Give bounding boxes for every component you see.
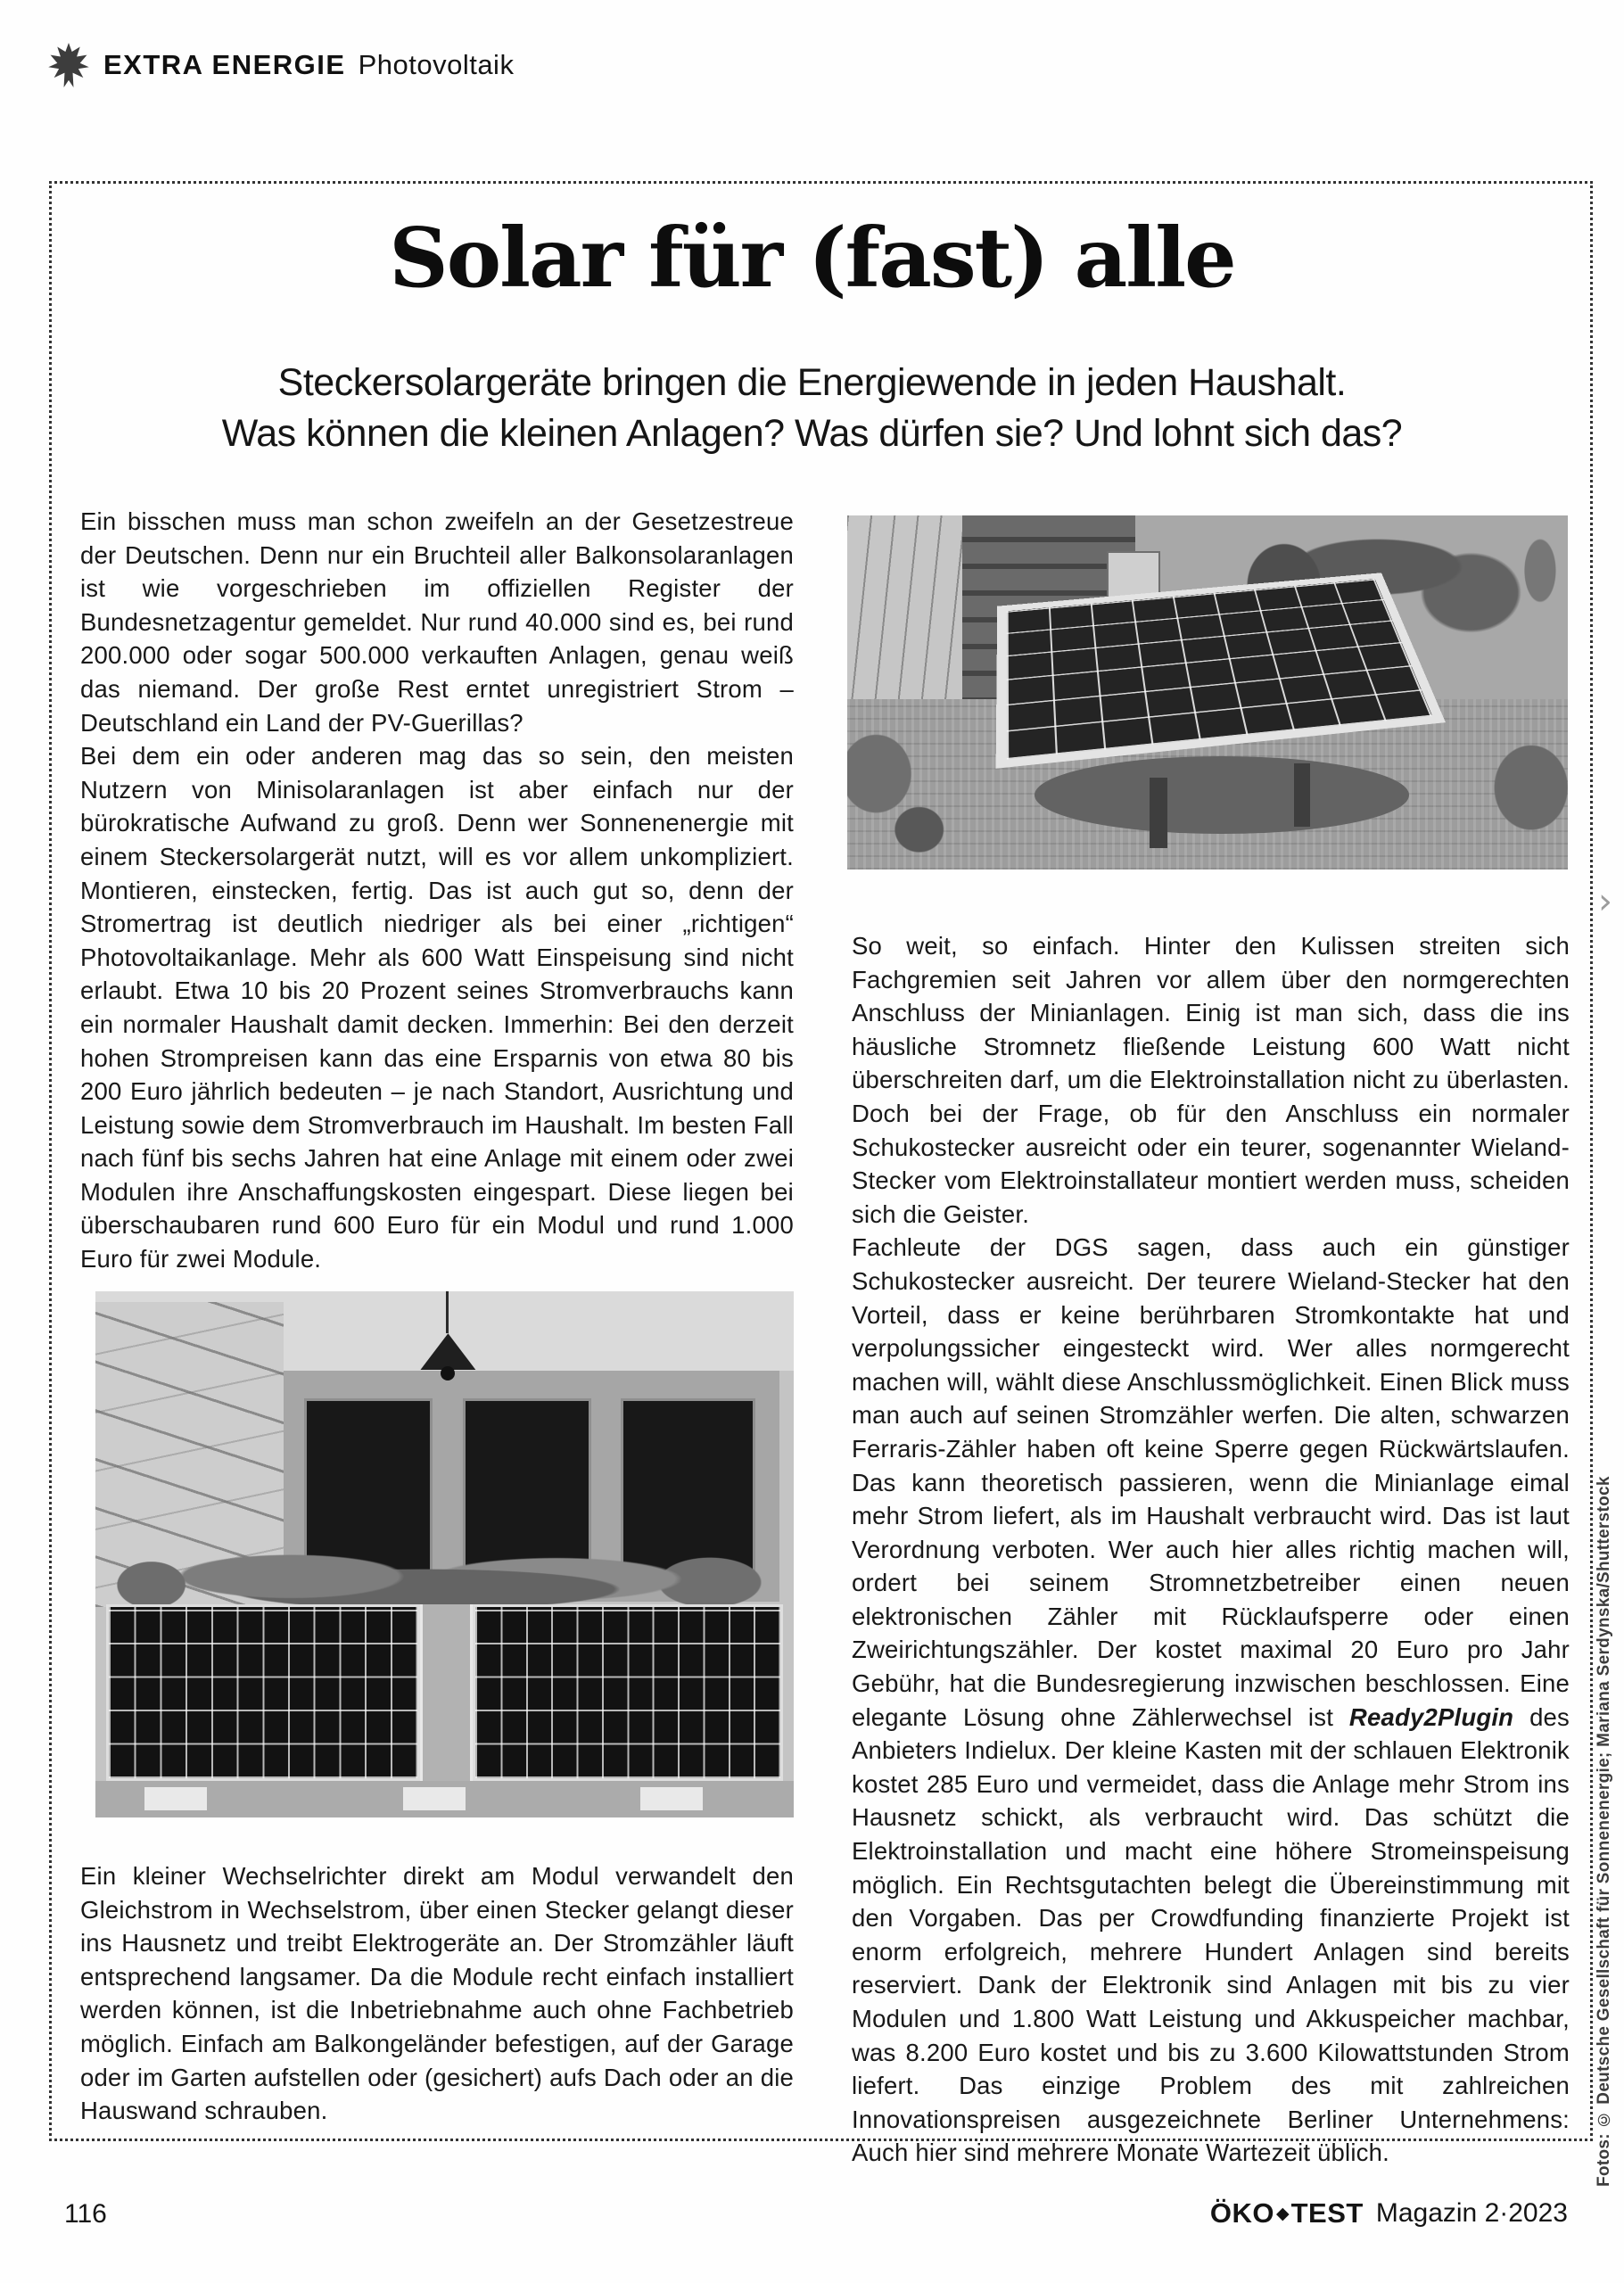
photo-bush-left [847,710,962,870]
photo-wall-vent [640,1787,703,1810]
photo-railing-gap [420,1604,473,1781]
photo-lamp-cord [446,1291,449,1333]
magazine-issue: Magazin 2·2023 [1375,2198,1568,2228]
photo-caption [80,1859,794,2128]
photo-wall-vent [403,1787,466,1810]
right-paragraph-2-text-after: des Anbieters Indielux. Der kleine Kasten mit der schlauen Elektronik kostet 285 Euro und vermeidet, dass die Anlage mehr Strom ins Hausnetz schickt, als verbraucht wird. Das schützt die Elektroinstallation und macht eine höhere Stromeinspeisung möglich. Ein Rechtsgutachten belegt die Übereinstimmung mit den Vorgaben. Das per Crowdfunding finanzierte Projekt ist enorm erfolgreich, mehrere Hundert Anlagen sind bereits reserviert. Dank der Elektronik sind Anlagen mit bis zu vier Modulen und 1.800 Watt Leistung und Akkuspeicher machbar, was 8.200 Euro kostet und bis zu 3.600 Kilowattstunden Strom liefert. Das einzige Problem des mit zahlreichen Innovationspreisen ausgezeichnete Berliner Unternehmens: Auch hier sind mehrere Monate Wartezeit üblich. [852,1702,1570,2167]
magazine-logo-test: TEST [1290,2197,1364,2229]
right-paragraph-2 [852,1231,1570,2170]
photo-wall-vent [144,1787,207,1810]
balcony-solar-panels-photo [95,1291,794,1817]
magazine-logo-diamond-icon: ◆ [1275,2204,1290,2223]
photo-panel-leg [1150,778,1166,848]
leaf-icon [48,43,89,87]
subtitle-line-2: Was können die kleinen Anlagen? Was dürfen sie? Und lohnt sich das? [221,412,1403,455]
right-paragraph-2-text: Fachleute der DGS sagen, dass auch ein günstiger Schukostecker ausreicht. Der teurere Wieland-Stecker hat den Vorteil, dass er keine berührbaren Stromkontakte hat und verpolungssicher eingesteckt wird. Wer alles normgerecht machen will, wählt diese Anschlussmöglichkeit. Einen Blick muss man auch auf seinen Stromzähler werfen. Die alten, schwarzen Ferraris-Zähler haben oft keine Sperre gegen Rückwärtslaufen. Das kann theoretisch passieren, wenn die Minianlage eimal mehr Strom liefert, als im Haushalt verbraucht wird. Das ist laut Verordnung verboten. Wer auch hier alles richtig machen will, ordert bei seinem Stromnetzbetreiber einen neuen elektronischen Zähler mit Rücklaufsperre oder einen Zweirichtungszähler. Der kostet maximal 20 Euro pro Jahr Gebühr, hat die Bundesregierung inzwischen beschlossen. Eine elegante Lösung ohne Zählerwechsel ist [852,1233,1570,1731]
header-kicker-row [48,43,514,87]
photo-wall-base [95,1781,794,1817]
photo-solar-panel-left [106,1604,420,1781]
photo-panel-leg [1294,763,1310,827]
left-paragraph-1: Ein bisschen muss man schon zweifeln an der Gesetzestreue der Deutschen. Denn nur ein Bruchteil aller Balkonsolaranlagen ist wie vorgeschrieben im offiziellen Register der Bundesnetzagentur gemeldet. Nur rund 40.000 sind es, bei rund 200.000 oder sogar 500.000 verkauften Anlagen, genau weiß das niemand. Der große Rest erntet unregistriert Strom – Deutschland ein Land der PV-Guerillas? [80,507,794,737]
right-column [852,929,1570,2170]
garden-solar-panel-photo [847,515,1568,870]
photo-lamp-bulb [441,1366,455,1381]
left-column [80,505,794,1276]
photo-solar-panel-right [473,1604,783,1781]
article-title: Solar für (fast) alle [389,210,1235,306]
product-name-ready2plugin: Ready2Plugin [1348,1702,1514,1731]
page-number: 116 [64,2199,107,2229]
section-kicker: EXTRA ENERGIE [103,49,346,80]
magazine-logo-oko: ÖKO [1209,2197,1274,2229]
left-paragraph-2: Bei dem ein oder anderen mag das so sein, den meisten Nutzern von Minisolaranlagen ist aber einfach nur der bürokratische Aufwand zu groß. Denn wer Sonnenenergie mit einem Steckersolargerät nutzt, will es vor allem unkompliziert. Montieren, einstecken, fertig. Das ist auch gut so, denn der Stromertrag ist deutlich niedriger als bei einer „richtigen“ Photovoltaikanlage. Mehr als 600 Watt Einspeisung sind nicht erlaubt. Etwa 10 bis 20 Prozent seines Stromverbrauchs kann ein normaler Haushalt damit decken. Immerhin: Bei den derzeit hohen Strompreisen kann das eine Ersparnis von etwa 80 bis 200 Euro jährlich bedeuten – je nach Standort, Ausrichtung und Leistung sowie dem Stromverbrauch im Haushalt. Im besten Fall nach fünf bis sechs Jahren hat eine Anlage mit einem oder zwei Modulen ihre Anschaffungskosten eingespart. Diese liegen bei überschaubaren rund 600 Euro für ein Modul und rund 1.000 Euro für zwei Module. [80,742,794,1273]
magazine-logo-line [1210,2197,1568,2229]
article-subtitle [0,358,1624,459]
subtitle-line-1: Steckersolargeräte bringen die Energiewende in jeden Haushalt. [277,361,1347,404]
caption-paragraph: Ein kleiner Wechselrichter direkt am Modul verwandelt den Gleichstrom in Wechselstrom, über einen Stecker gelangt dieser ins Hausnetz und treibt Elektrogeräte an. Der Stromzähler läuft entsprechend langsamer. Da die Module recht einfach installiert werden können, ist die Inbetriebnahme auch ohne Fachbetrieb möglich. Einfach am Balkongeländer befestigen, auf der Garage oder im Garten aufstellen oder (gesichert) aufs Dach oder an die Hauswand schrauben. [80,1862,794,2125]
page-turn-chevron-icon: › [1598,881,1612,922]
section-topic: Photovoltaik [358,49,515,80]
photo-bush-right [1460,721,1568,870]
photo-panel-shadow [1035,756,1409,834]
right-paragraph-1: So weit, so einfach. Hinter den Kulissen streiten sich Fachgremien seit Jahren vor allem über den normgerechten Anschluss der Minianlagen. Einig ist man sich, dass die ins häusliche Stromnetz fließende Leistung 600 Watt nicht überschreiten darf, um die Elektroinstallation nicht zu überlasten. Doch bei der Frage, ob für den Anschluss ein normaler Schukostecker ausreicht oder ein teurer, sogenannter Wieland-Stecker vom Elektroinstallateur montiert werden muss, scheiden sich die Geister. [852,932,1570,1228]
photo-credit-vertical: Fotos: © Deutsche Gesellschaft für Sonnenenergie; Mariana Serdynska/Shutterstock [1595,1476,1613,2187]
